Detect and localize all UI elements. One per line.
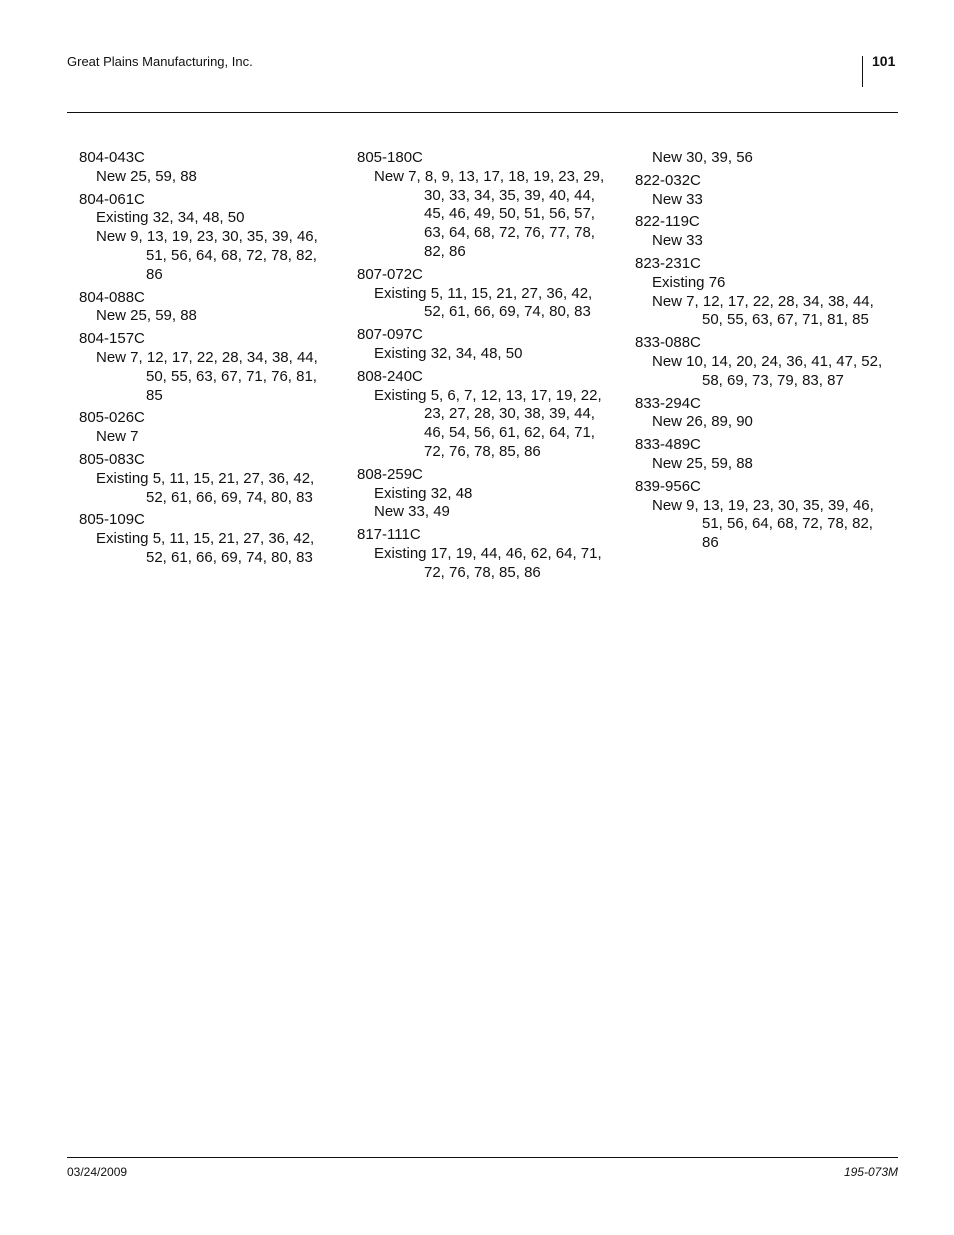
index-entry	[357, 368, 612, 462]
index-entry	[635, 172, 890, 210]
page-reference-line: New 10, 14, 20, 24, 36, 41, 47, 52, 58, 69, 73, 79, 83, 87	[652, 352, 883, 389]
page-reference-line: Existing 32, 34, 48, 50	[96, 209, 245, 227]
part-number: 808-259C	[357, 465, 423, 483]
index-entry	[357, 149, 612, 262]
index-column-1	[79, 149, 334, 572]
part-number: 817-111C	[357, 526, 421, 544]
page-reference-line: Existing 5, 11, 15, 21, 27, 36, 42, 52, 61, 66, 69, 74, 80, 83	[96, 469, 315, 506]
part-number: 833-489C	[635, 436, 701, 454]
page-reference-line: New 25, 59, 88	[652, 454, 753, 472]
index-entry	[357, 526, 612, 582]
index-entry	[357, 266, 612, 322]
part-number: 833-294C	[635, 394, 701, 412]
page-reference-line: Existing 76	[652, 273, 726, 291]
part-number: 805-109C	[79, 511, 145, 529]
index-entry	[357, 466, 612, 522]
index-entry	[635, 478, 890, 553]
part-number: 833-088C	[635, 334, 701, 352]
part-number: 807-097C	[357, 326, 423, 344]
index-column-3	[635, 149, 890, 557]
company-name: Great Plains Manufacturing, Inc.	[67, 54, 253, 69]
index-column-2	[357, 149, 612, 587]
index-entry	[79, 330, 334, 405]
part-number: 808-240C	[357, 367, 423, 385]
part-number: 805-026C	[79, 409, 145, 427]
page-reference-line: New 9, 13, 19, 23, 30, 35, 39, 46, 51, 56, 64, 68, 72, 78, 82, 86	[96, 228, 318, 283]
index-entry	[635, 255, 890, 330]
index-entry	[635, 149, 890, 168]
page-reference-line: Existing 5, 6, 7, 12, 13, 17, 19, 22, 23, 27, 28, 30, 38, 39, 44, 46, 54, 56, 61, 62, 64, 71, 72, 76, 78, 85, 86	[374, 386, 602, 460]
index-entry	[79, 191, 334, 285]
page-reference-line: New 7	[96, 428, 139, 446]
page-reference-line: Existing 5, 11, 15, 21, 27, 36, 42, 52, 61, 66, 69, 74, 80, 83	[96, 530, 315, 566]
part-number: 822-032C	[635, 171, 701, 189]
page-reference-line: New 26, 89, 90	[652, 413, 753, 431]
index-entry	[635, 334, 890, 390]
index-entry	[79, 289, 334, 327]
page-reference-line: Existing 32, 34, 48, 50	[374, 344, 523, 362]
page-reference-line: New 7, 8, 9, 13, 17, 18, 19, 23, 29, 30, 33, 34, 35, 39, 40, 44, 45, 46, 49, 50, 51, 56, 57, 63, 64, 68, 72, 76, 77, 78, 82, 86	[374, 167, 605, 260]
index-entry	[635, 213, 890, 251]
page-reference-line: New 7, 12, 17, 22, 28, 34, 38, 44, 50, 55, 63, 67, 71, 76, 81, 85	[96, 348, 318, 404]
page-reference-line: New 33	[652, 232, 703, 250]
page-reference-line: New 33	[652, 190, 703, 208]
index-entry	[79, 149, 334, 187]
footer-rule	[67, 1157, 898, 1158]
index-entry	[79, 409, 334, 447]
part-number: 804-088C	[79, 288, 145, 306]
page-number: 101	[872, 53, 896, 69]
part-number: 823-231C	[635, 254, 701, 272]
index-entry	[357, 326, 612, 364]
page-reference-line: New 30, 39, 56	[652, 149, 753, 166]
index-entry	[635, 395, 890, 433]
page-reference-line: New 25, 59, 88	[96, 167, 197, 185]
footer-date: 03/24/2009	[67, 1165, 128, 1179]
page-reference-line: Existing 32, 48	[374, 484, 473, 502]
page-reference-line: New 25, 59, 88	[96, 307, 197, 325]
index-entry	[79, 451, 334, 507]
header-divider	[862, 56, 863, 87]
part-number: 839-956C	[635, 477, 701, 495]
part-number: 804-043C	[79, 149, 145, 166]
part-number: 805-083C	[79, 450, 145, 468]
page-reference-line: Existing 5, 11, 15, 21, 27, 36, 42, 52, 61, 66, 69, 74, 80, 83	[374, 284, 593, 321]
part-number: 822-119C	[635, 213, 700, 231]
part-number: 807-072C	[357, 265, 423, 283]
part-number: 805-180C	[357, 149, 423, 166]
page-reference-line: New 33, 49	[374, 503, 450, 521]
index-entry	[635, 436, 890, 474]
page-reference-line: Existing 17, 19, 44, 46, 62, 64, 71, 72, 76, 78, 85, 86	[374, 544, 602, 581]
page-reference-line: New 9, 13, 19, 23, 30, 35, 39, 46, 51, 56, 64, 68, 72, 78, 82, 86	[652, 496, 874, 552]
footer-doc-number: 195-073M	[843, 1165, 898, 1179]
header-rule	[67, 112, 898, 113]
part-number: 804-061C	[79, 190, 145, 208]
page-reference-line: New 7, 12, 17, 22, 28, 34, 38, 44, 50, 55, 63, 67, 71, 81, 85	[652, 292, 874, 329]
part-number: 804-157C	[79, 330, 145, 348]
index-entry	[79, 511, 334, 567]
